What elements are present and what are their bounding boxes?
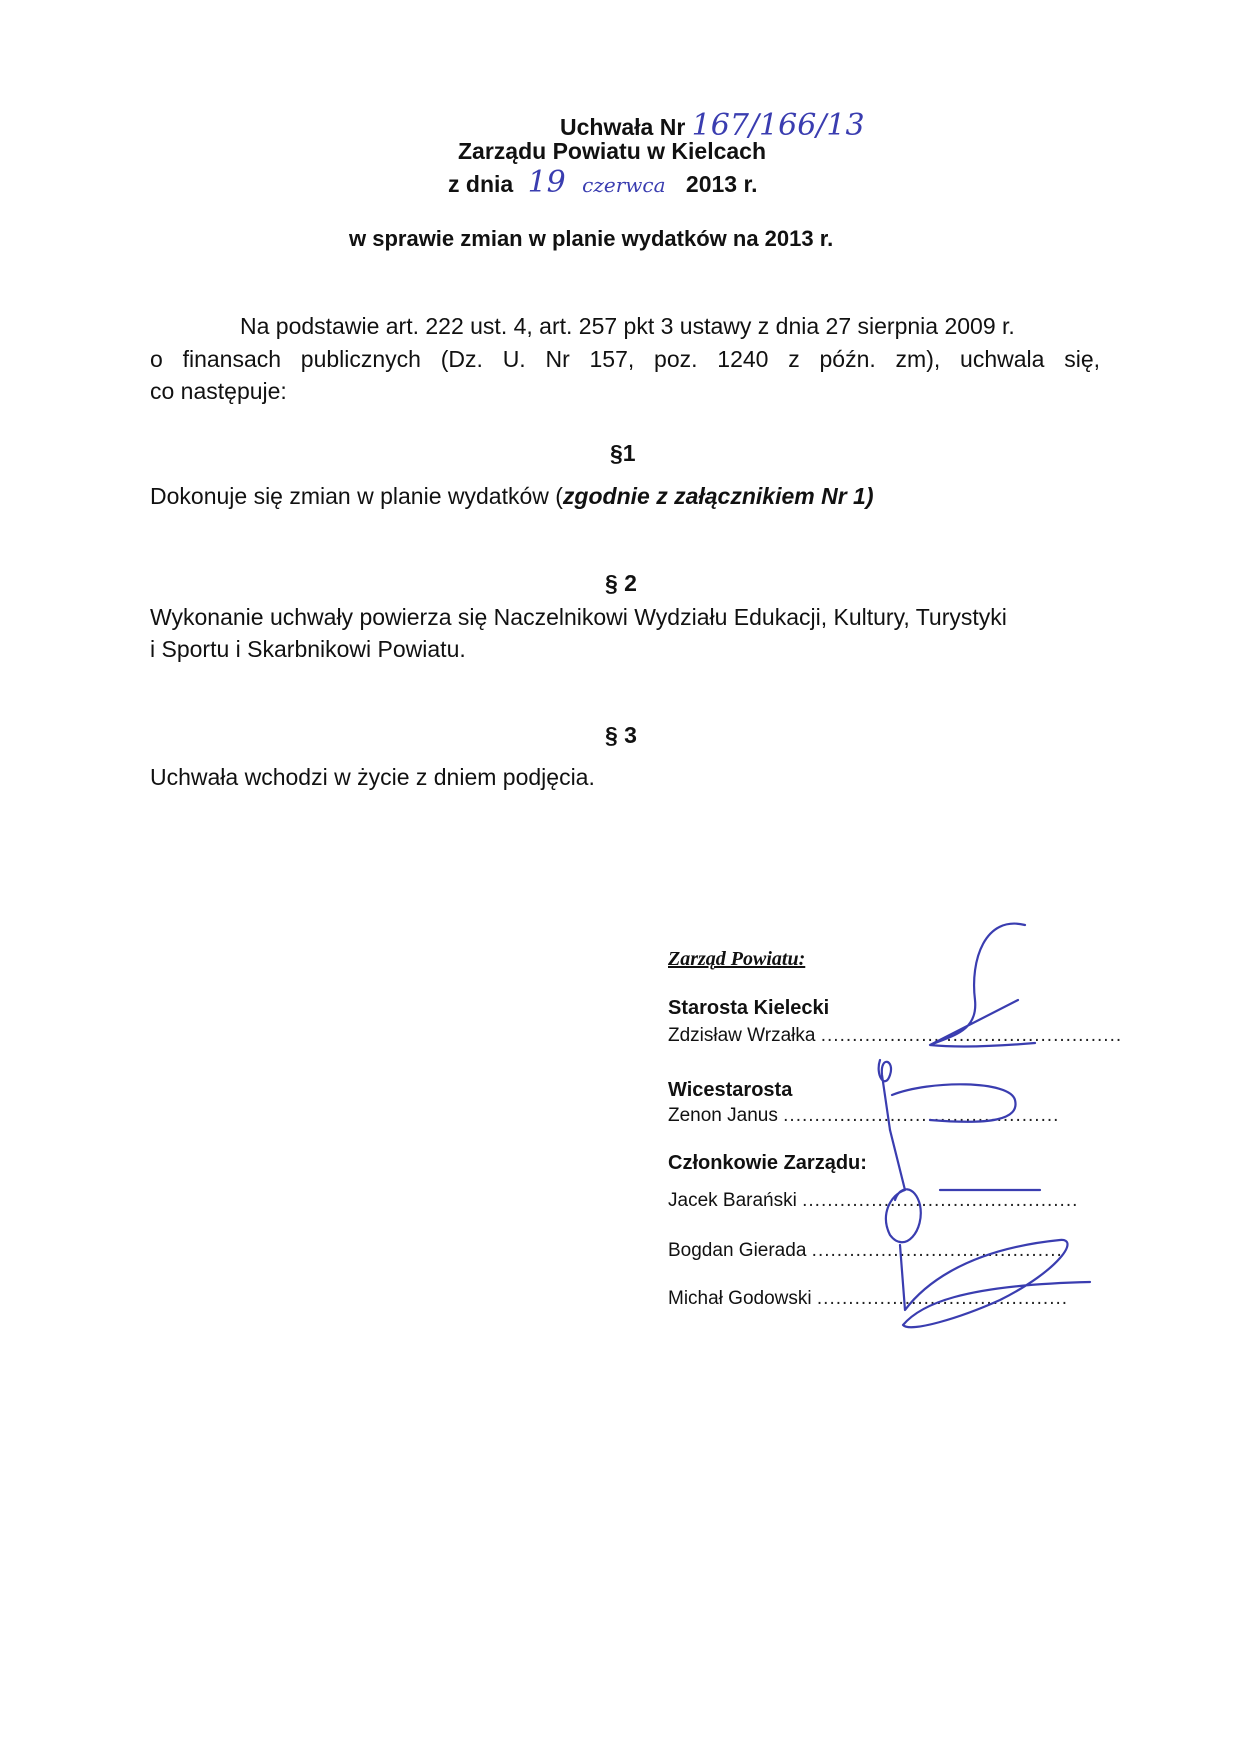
member-name: Jacek Barański [668,1190,797,1211]
vice-starosta-name: Zenon Janus [668,1105,778,1126]
title-prefix: Uchwała Nr [560,114,686,140]
signatures-heading: Zarząd Powiatu: [668,948,806,970]
section-3-mark: § 3 [605,722,637,748]
date-prefix: z dnia [448,171,514,197]
member-name: Michał Godowski [668,1288,812,1309]
preamble-line-2 [150,346,1100,373]
dotted-line: ............................................ [783,1105,1060,1126]
member-signature-line [668,1190,1078,1212]
preamble-line-1: Na podstawie art. 222 ust. 4, art. 257 pkt 3 ustawy z dnia 27 sierpnia 2009 r. [240,313,1015,339]
date-year: 2013 r. [685,171,758,197]
preamble-line-2-text: o finansach publicznych (Dz. U. Nr 157, poz. 1240 z późn. zm), uchwala się, [150,346,1100,372]
starosta-signature-line [668,1025,1122,1047]
section-3-text: Uchwała wchodzi w życie z dniem podjęcia. [150,764,595,790]
section-1-text [150,483,874,510]
starosta-title: Starosta Kielecki [668,997,830,1019]
member-signature-line [668,1288,1068,1310]
section-2-line-2: i Sportu i Skarbnikowi Powiatu. [150,636,466,662]
vice-starosta-title: Wicestarosta [668,1079,793,1101]
resolution-subject: w sprawie zmian w planie wydatków na 2013 r. [349,226,834,251]
date-day-handwritten: 19 [527,165,566,200]
date-month-handwritten: czerwca [582,173,666,197]
section-1-text-emphasis: zgodnie z załącznikiem Nr 1) [562,483,874,509]
preamble-line-3: co następuje: [150,378,287,404]
section-2-line-1: Wykonanie uchwały powierza się Naczelnikowi Wydziału Edukacji, Kultury, Turystyki [150,604,1007,630]
section-2-mark: § 2 [605,570,637,596]
vice-starosta-signature-line [668,1105,1059,1127]
dotted-line: ................................................ [820,1025,1123,1046]
section-1-mark: §1 [610,440,636,466]
dotted-line: ........................................ [816,1288,1069,1309]
dotted-line: ............................................ [802,1190,1079,1211]
member-name: Bogdan Gierada [668,1240,807,1261]
resolution-date [448,165,758,200]
board-members-title: Członkowie Zarządu: [668,1152,867,1174]
starosta-name: Zdzisław Wrzałka [668,1025,816,1046]
member-signature-line [668,1240,1063,1262]
board-name: Zarządu Powiatu w Kielcach [458,138,767,164]
dotted-line: ........................................ [811,1240,1063,1261]
resolution-number-handwritten: 167/166/13 [691,108,865,143]
section-1-text-plain: Dokonuje się zmian w planie wydatków ( [150,483,563,509]
signature-member-1 [886,1130,1040,1242]
